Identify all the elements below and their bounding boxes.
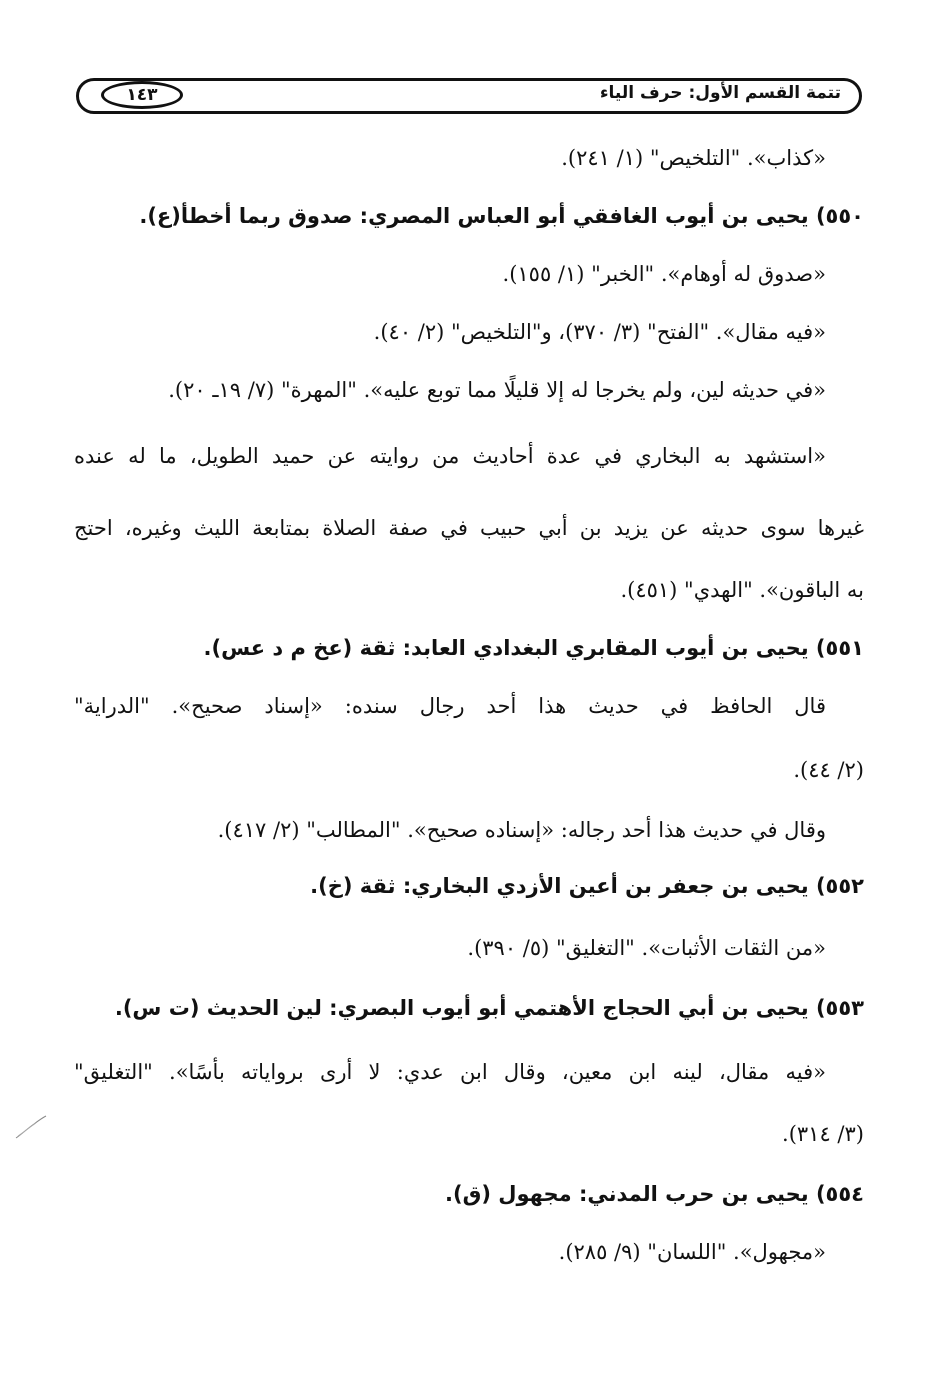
- body-line: «كذاب». "التلخيص" (١/ ٢٤١).: [561, 146, 826, 170]
- entry-heading-551: ٥٥١) يحيى بن أيوب المقابري البغدادي العابد: ثقة (عخ م د عس).: [203, 636, 864, 660]
- body-line: «استشهد به البخاري في عدة أحاديث من روايته عن حميد الطويل، ما له عنده: [74, 444, 826, 468]
- entry-heading-554: ٥٥٤) يحيى بن حرب المدني: مجهول (ق).: [445, 1182, 864, 1206]
- body-line: قال الحافظ في حديث هذا أحد رجال سنده: «إسناد صحيح». "الدراية": [74, 694, 826, 718]
- entry-heading-553: ٥٥٣) يحيى بن أبي الحجاج الأهتمي أبو أيوب البصري: لين الحديث (ت س).: [114, 996, 864, 1020]
- page-number-badge: ١٤٣: [101, 81, 183, 109]
- body-line: به الباقون». "الهدي" (٤٥١).: [620, 578, 864, 602]
- body-line: «صدوق له أوهام». "الخبر" (١/ ١٥٥).: [502, 262, 826, 286]
- body-line: وقال في حديث هذا أحد رجاله: «إسناده صحيح». "المطالب" (٢/ ٤١٧).: [217, 818, 826, 842]
- running-header: [76, 78, 862, 114]
- body-line: (٢/ ٤٤).: [793, 758, 864, 782]
- running-header-title: تتمة القسم الأول: حرف الياء: [599, 83, 841, 103]
- body-line: «فيه مقال». "الفتح" (٣/ ٣٧٠)، و"التلخيص" (٢/ ٤٠).: [373, 320, 826, 344]
- body-line: غيرها سوى حديثه عن يزيد بن أبي حبيب في صفة الصلاة بمتابعة الليث وغيره، احتج: [74, 516, 864, 540]
- body-line: «من الثقات الأثبات». "التغليق" (٥/ ٣٩٠).: [467, 936, 826, 960]
- entry-heading-552: ٥٥٢) يحيى بن جعفر بن أعين الأزدي البخاري: ثقة (خ).: [310, 874, 864, 898]
- body-line: «مجهول». "اللسان" (٩/ ٢٨٥).: [558, 1240, 826, 1264]
- body-line: «فيه مقال، لينه ابن معين، وقال ابن عدي: لا أرى برواياته بأسًا». "التغليق": [74, 1060, 826, 1084]
- body-line: (٣/ ٣١٤).: [782, 1122, 864, 1146]
- margin-scribble-mark: [14, 1112, 48, 1142]
- entry-heading-550: ٥٥٠) يحيى بن أيوب الغافقي أبو العباس المصري: صدوق ربما أخطأ(ع).: [139, 204, 864, 228]
- body-line: «في حديثه لين، ولم يخرجا له إلا قليلًا مما توبع عليه». "المهرة" (٧/ ١٩ـ ٢٠).: [168, 378, 826, 402]
